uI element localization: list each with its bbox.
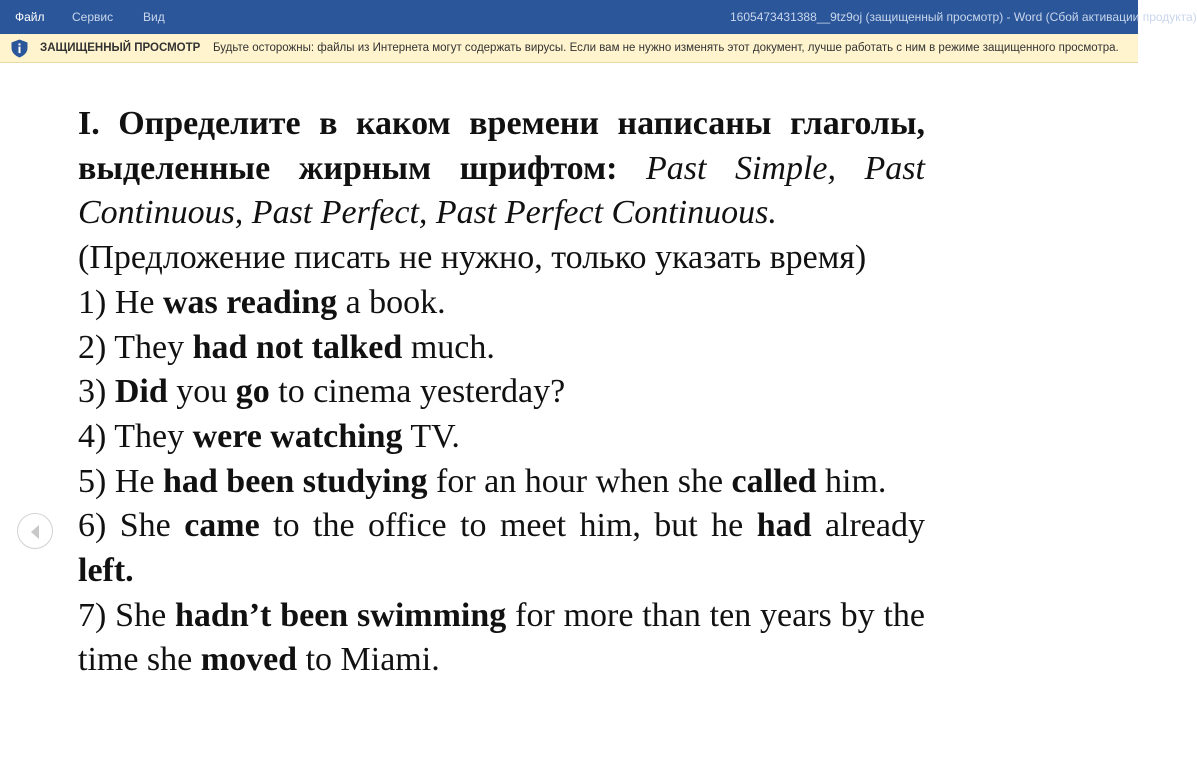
sentence-text: 1) He [78,283,163,321]
sentence-text: much. [402,328,495,366]
protected-view-message: Будьте осторожны: файлы из Интернета могут содержать вирусы. Если вам не нужно изменять этот документ, лучше работать с ним в режиме защищенного просмотра. [213,42,1119,54]
sentence-text: to cinema yesterday? [269,373,566,411]
verb-bold: go [235,373,270,411]
sentence-4 [78,415,925,460]
task-note: (Предложение писать не нужно, только указать время) [78,239,867,277]
sentence-7 [78,594,925,683]
protected-view-title: ЗАЩИЩЕННЫЙ ПРОСМОТР [40,42,201,54]
sentence-6 [78,504,925,593]
menu-file[interactable]: Файл [15,10,45,24]
sentence-text: for more than ten years by the time she [78,596,925,679]
sentence-text: 4) They [78,417,193,455]
menu-view[interactable]: Вид [143,10,165,24]
menu-service[interactable]: Сервис [72,10,114,24]
sentence-text: him. [816,462,887,500]
sentence-2 [78,326,925,371]
shield-info-icon [10,39,29,58]
sentence-text: 5) He [78,462,163,500]
verb-bold: left. [78,552,134,590]
task-heading-tenses: Past Simple, Past Continuous, Past Perfect, Past Perfect Continuous. [78,149,925,232]
previous-page-button[interactable] [17,513,53,549]
sentence-text: for an hour when she [427,462,732,500]
verb-bold: were watching [192,417,403,455]
task-heading [78,102,925,236]
chevron-left-icon [18,514,54,550]
window-title: 1605473431388__9tz9oj (защищенный просмотр) - Word (Сбой активации продукта) [730,10,1197,24]
sentence-text: 2) They [78,328,193,366]
title-bar [0,0,1197,34]
sentence-3 [78,370,925,415]
sentence-text: you [167,373,236,411]
document-body [78,102,925,683]
sentence-text: 6) She [78,507,185,545]
task-heading-bold: I. Определите в каком времени написаны глаголы, выделенные жирным шрифтом: [78,105,925,187]
sentence-text: to Miami. [297,641,440,679]
sentence-text: 3) [78,373,115,411]
sentence-text: 7) She [78,596,175,634]
sentence-text: TV. [402,417,460,455]
sentence-text: to the office to meet him, but he [259,507,757,545]
verb-bold: came [184,507,260,545]
verb-bold: moved [200,641,298,679]
verb-bold: was reading [162,283,338,321]
verb-bold: Did [114,373,168,411]
sentence-text: a book. [337,283,446,321]
sentence-5 [78,460,925,505]
protected-view-bar [0,34,1138,63]
verb-bold: hadn’t been swimming [175,596,507,634]
verb-bold: called [731,462,817,500]
sentence-1 [78,281,925,326]
verb-bold: had been studying [162,462,428,500]
verb-bold: had not talked [192,328,403,366]
sentence-text: already [811,507,925,545]
verb-bold: had [756,507,812,545]
